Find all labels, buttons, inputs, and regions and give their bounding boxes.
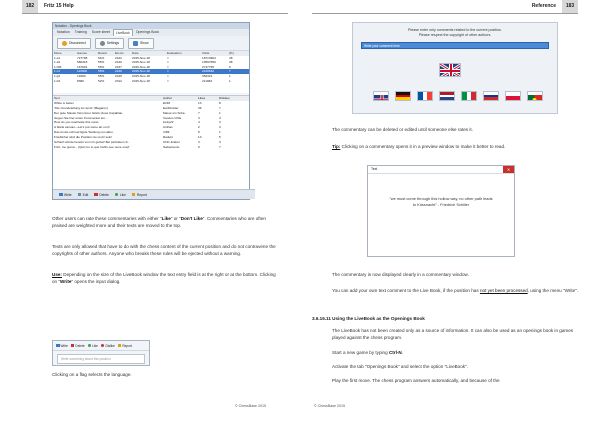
move-cell: 10597850 <box>202 60 216 65</box>
flag-portugal[interactable] <box>527 91 543 101</box>
p6-bold-shortcut: Ctrl-N <box>388 350 402 355</box>
move-cell: 2312 <box>115 78 122 83</box>
dislike-label-2: Dislike <box>105 343 115 348</box>
comment-cell: 8 <box>219 100 221 105</box>
comment-cell: CNC-Fraber <box>163 140 180 145</box>
move-cell: = <box>167 78 169 83</box>
move-cell: 2015-Nov-18 <box>132 78 150 83</box>
move-cell: 55% <box>98 69 105 74</box>
col-author[interactable]: Author <box>163 96 173 100</box>
report-icon <box>132 193 136 197</box>
move-cell: 2445 <box>115 73 122 78</box>
left-paragraph-3 <box>52 272 282 285</box>
comment-cell: A blank canvas---Let's put some art on it! <box>54 125 110 130</box>
comments-table-body <box>53 101 249 150</box>
flag-germany[interactable] <box>395 91 411 101</box>
move-cell: 2747765 <box>202 64 215 69</box>
p3-text-b: " opens the input dialog. <box>71 278 121 284</box>
move-cell: 2440640 <box>202 69 215 74</box>
move-cell: 2422 <box>115 55 122 60</box>
tab-livebook[interactable]: LiveBook <box>113 29 133 36</box>
moves-table-body <box>53 56 249 84</box>
comment-cell: 3 <box>219 125 221 130</box>
comment-cell: How do you reactivate this mess <box>54 120 99 125</box>
comment-cell: White is better <box>54 100 74 105</box>
dislike-icon <box>101 344 105 348</box>
write-button-2[interactable] <box>56 344 68 348</box>
settings-button[interactable] <box>95 38 124 49</box>
move-cell: 1.g3 <box>54 73 61 78</box>
tab-score-sheet[interactable]: Score sheet <box>91 30 110 34</box>
p6-text-a: Start a new game by typing <box>332 350 389 355</box>
comment-entry-field[interactable]: Write your comment here <box>361 42 549 49</box>
livebook-tabs <box>53 29 249 36</box>
comment-cell: EOM <box>163 100 171 105</box>
comment-cell: 3 <box>198 115 200 120</box>
flag-uk-large[interactable] <box>439 63 461 77</box>
comment-cell: 7 <box>198 110 200 115</box>
move-cell: 55% <box>98 73 105 78</box>
text-preview-window <box>367 165 515 257</box>
ru-stripe-red <box>484 97 498 100</box>
fr-stripe-red <box>427 92 432 100</box>
col-dislikes[interactable]: Dislikes <box>219 96 230 100</box>
delete-label: Delete <box>99 192 109 197</box>
move-row[interactable] <box>53 79 249 84</box>
comment-cell: Schach würde bereits von mir gelöst! Bei perfektem S.. <box>54 140 130 145</box>
livebook-window-title: Notation - Openings Book <box>53 23 249 29</box>
picker-message-line-1: Please enter only comments related to the current position. <box>408 28 502 32</box>
left-paragraph-2: Texts are only allowed that have to do with the chess content of the current position and do not contravene the copyrights of other authors. Anyone who breaks these rules will be ejected without a warning. <box>52 244 276 256</box>
p4-text-b: , using the menu "Write". <box>527 288 579 293</box>
tip-text: Clicking on a commentary opens it in a preview window to make it better to read. <box>340 144 506 149</box>
right-paragraph-4 <box>332 288 580 295</box>
left-paragraph-1 <box>52 216 282 229</box>
right-paragraph-7: Activate the tab "Openings Book" and select the option "LiveBook". <box>332 364 468 369</box>
move-cell: 1.d4 <box>54 60 61 65</box>
left-page-header <box>22 0 288 14</box>
gear-icon <box>100 41 105 46</box>
comment-cell: Earthtrader <box>163 105 179 110</box>
uk-flag-icon <box>374 95 389 101</box>
comment-cell: lucky22 <box>163 120 174 125</box>
comment-cell: 3 <box>198 140 200 145</box>
disconnect-button[interactable] <box>57 38 91 49</box>
comment-cell: Radunt <box>163 135 173 140</box>
comment-cell: Das ist die schmerzigste Stellung von allen. <box>54 130 114 135</box>
like-button-2[interactable] <box>88 344 98 348</box>
move-cell: = <box>167 60 169 65</box>
p6-text-b: . <box>401 350 403 355</box>
move-cell: 2437 <box>115 64 122 69</box>
comment-cell: 3 <box>219 120 221 125</box>
report-label-2: Report <box>122 343 132 348</box>
comment-action-bar <box>53 189 255 199</box>
move-cell: 2015-Nov-18 <box>132 60 150 65</box>
move-cell: 352321 <box>202 73 213 78</box>
p1-text-a: Other users can rate these commentaries with either " <box>52 216 162 221</box>
comment-cell: Anthas <box>163 125 173 130</box>
col-move[interactable]: Move <box>54 51 62 55</box>
comment-cell: "Die Grundstellung ist remis" (Bagarov) <box>54 105 108 110</box>
comment-cell: 13 <box>198 135 202 140</box>
right-page-header <box>312 0 578 14</box>
like-icon <box>115 193 119 197</box>
move-cell: 38 <box>229 60 233 65</box>
tab-training[interactable]: Training <box>74 30 87 34</box>
p1-text-c: ". Commentaries who are often praised are weighted more and their texts are moved to the top. <box>52 216 266 228</box>
it-stripe-red <box>471 92 476 100</box>
flag-russia[interactable] <box>483 91 499 101</box>
right-page-title: Reference <box>531 3 556 9</box>
move-cell: 18713904 <box>202 55 216 60</box>
comment-cell: 7 <box>219 144 221 149</box>
comment-row[interactable] <box>53 145 249 150</box>
use-label: Use: <box>52 272 62 277</box>
p1-bold-dont-like: Don't Like <box>180 216 203 221</box>
comment-cell: Salvamento <box>163 144 180 149</box>
move-cell: 54% <box>98 55 105 60</box>
pt-flag-icon <box>528 95 543 101</box>
move-cell: 48 <box>229 55 233 60</box>
move-cell: 52% <box>98 78 105 83</box>
report-icon <box>118 344 122 348</box>
right-paragraph-5: The LiveBook has not been created only as a source of information. It can also be used as an openings book in games played against the chess program. <box>332 328 574 340</box>
move-cell: 727798 <box>77 55 88 60</box>
flag-france[interactable] <box>417 91 433 101</box>
comment-cell: 5 <box>219 135 221 140</box>
col-games[interactable]: Games <box>77 51 87 55</box>
move-cell: 1.Nf3 <box>54 64 62 69</box>
move-cell: 2015-Nov-18 <box>132 64 150 69</box>
col-visits[interactable]: Visits <box>202 51 210 55</box>
edit-button[interactable] <box>78 193 89 197</box>
picker-message <box>353 28 557 38</box>
right-paragraph-2 <box>332 144 578 151</box>
comment-cell: 1 <box>219 130 221 135</box>
edit-icon <box>78 193 82 197</box>
comment-cell: Voodoo Chile <box>163 115 182 120</box>
move-cell: 2440 <box>115 60 122 65</box>
delete-icon <box>94 193 98 197</box>
flag-poland[interactable] <box>505 91 521 101</box>
left-paragraph-4: Clicking on a flag selects the language. <box>52 372 132 377</box>
left-footer: © ChessBase 2015 <box>235 404 267 408</box>
move-cell: 55% <box>98 60 105 65</box>
move-cell: 6 <box>229 64 231 69</box>
delete-label-2: Delete <box>75 343 85 348</box>
comment-cell: rrt89 <box>163 130 170 135</box>
delete-button-2[interactable] <box>71 344 85 348</box>
pencil-icon <box>56 344 60 348</box>
comments-table <box>53 95 249 190</box>
delete-button[interactable] <box>94 193 109 197</box>
show-icon <box>133 41 138 46</box>
comment-cell: Fritz, me guma... (Quit mo to que hahís oue oune oua)" <box>54 144 130 149</box>
disconnect-icon <box>62 41 67 46</box>
move-cell: 167691 <box>77 64 88 69</box>
section-heading: 3.6.16.11 Using the LiveBook as the Openings Book <box>312 316 425 321</box>
livebook-window <box>52 22 250 200</box>
move-cell: 211084 <box>202 78 213 83</box>
col-percent[interactable]: [%] <box>229 51 234 55</box>
p3-bold-write: Write <box>60 278 72 284</box>
de-stripe-gold <box>396 97 410 100</box>
move-cell: 1 <box>229 78 231 83</box>
write-toolbar-window <box>52 340 150 366</box>
right-footer: © ChessBase 2015 <box>314 404 346 408</box>
like-button[interactable] <box>115 193 126 197</box>
comment-cell: 4 <box>219 115 221 120</box>
flag-italy[interactable] <box>461 91 477 101</box>
comment-cell: 13 <box>198 100 202 105</box>
comment-cell: 1 <box>219 110 221 115</box>
move-cell: 1.c4 <box>54 69 60 74</box>
move-cell: 1.e4 <box>54 55 61 60</box>
like-label-2: Like <box>92 343 98 348</box>
report-label: Report <box>136 192 147 197</box>
move-cell: 2446 <box>115 69 122 74</box>
right-page-number: 183 <box>562 0 578 13</box>
close-icon[interactable]: ✕ <box>503 166 514 173</box>
disconnect-label: Disconnect <box>69 41 86 45</box>
flag-uk[interactable] <box>373 91 389 101</box>
comment-input[interactable]: Write something about this position <box>57 354 145 364</box>
edit-label: Edit <box>82 192 89 197</box>
move-cell: 7 <box>229 69 231 74</box>
comment-cell: 0 <box>198 144 200 149</box>
move-cell: 1.b3 <box>54 78 61 83</box>
comment-cell: Der gute Spieler hat immer Glück (José Capablan.. <box>54 110 124 115</box>
col-date[interactable]: Date <box>132 51 139 55</box>
move-cell: = <box>167 64 169 69</box>
pencil-icon <box>59 193 63 197</box>
col-evaluation[interactable]: Evaluation <box>167 51 182 55</box>
move-cell: = <box>167 55 169 60</box>
left-page-number: 182 <box>22 0 38 13</box>
picker-message-line-2: Please respect the copyright of other authors. <box>418 33 492 37</box>
col-elo[interactable]: Elo Av <box>115 51 124 55</box>
move-cell: 8380 <box>77 78 84 83</box>
nl-stripe-blue <box>440 97 454 100</box>
comment-cell: 4 <box>198 120 200 125</box>
pl-stripe-red <box>506 96 520 100</box>
comment-cell: Gegen Sie hier einen Kommentar ein... <box>54 115 108 120</box>
language-picker-window <box>352 22 558 114</box>
report-button-2[interactable] <box>118 344 132 348</box>
write-label: Write <box>64 192 72 197</box>
move-cell: 14690 <box>77 73 86 78</box>
comment-cell: Masur ein Scha.. <box>163 110 187 115</box>
comment-cell: 3 <box>219 140 221 145</box>
comment-cell: 5 <box>198 130 200 135</box>
write-button[interactable] <box>59 193 72 197</box>
like-label: Like <box>119 192 126 197</box>
p1-text-b: " or " <box>170 216 181 221</box>
show-button[interactable] <box>128 38 153 49</box>
move-cell: 116000 <box>77 69 88 74</box>
write-toolbar-buttons <box>53 341 149 351</box>
right-paragraph-1: The commentary can be deleted or edited until someone else rates it. <box>332 127 473 132</box>
comment-cell: Friedlicher wird die Position nie mehr sein! <box>54 135 113 140</box>
right-paragraph-8: Play the first move. The chess program answers automatically, and because of the <box>332 378 500 383</box>
move-cell: = <box>167 69 169 74</box>
move-cell: = <box>167 73 169 78</box>
text-window-title: Text <box>368 166 514 174</box>
moves-table <box>53 51 249 93</box>
flag-netherlands[interactable] <box>439 91 455 101</box>
left-page-title: Fritz 15 Help <box>44 3 74 9</box>
write-label-2: Write <box>60 343 68 348</box>
tip-label: Tip: <box>332 144 341 149</box>
delete-icon <box>71 344 75 348</box>
comment-cell: 7 <box>219 105 221 110</box>
move-cell: 580318 <box>77 60 88 65</box>
comment-cell: 2 <box>198 125 200 130</box>
text-window-body: "we must come through this hollow way, no other path leads to Küssnacht" - Friedrich Schiller <box>389 196 493 207</box>
right-paragraph-3: The commentary is now displayed clearly in a commentary window. <box>332 272 469 277</box>
p1-bold-like: Like <box>161 216 171 221</box>
col-likes[interactable]: Likes <box>198 96 206 100</box>
show-label: Show <box>140 41 149 45</box>
tab-openings-book[interactable]: Openings Book <box>135 30 160 34</box>
p4-text-a: You can add your own text comment to the Live Book, if the position has <box>332 288 480 293</box>
livebook-toolbar <box>53 36 249 51</box>
right-paragraph-6 <box>332 350 580 357</box>
move-cell: 55% <box>98 64 105 69</box>
uk-flag-icon <box>440 64 461 77</box>
tab-notation[interactable]: Notation <box>57 30 70 34</box>
settings-label: Settings <box>106 41 120 45</box>
move-cell: 2015-Nov-18 <box>132 69 150 74</box>
move-cell: 2015-Nov-18 <box>132 73 150 78</box>
report-button[interactable] <box>132 193 147 197</box>
col-result[interactable]: Result <box>98 51 107 55</box>
move-cell: 1 <box>229 73 231 78</box>
p4-underline: not yet been processed <box>479 288 528 293</box>
like-icon <box>88 344 92 348</box>
col-text[interactable]: Text <box>54 96 60 100</box>
move-cell: 2015-Nov-18 <box>132 55 150 60</box>
dislike-button-2[interactable] <box>101 344 115 348</box>
comment-cell: 36 <box>198 105 202 110</box>
p3-text-a: Depending on the size of the LiveBook window the text entry field is at the right or at the bottom. Clicking on " <box>52 272 276 284</box>
